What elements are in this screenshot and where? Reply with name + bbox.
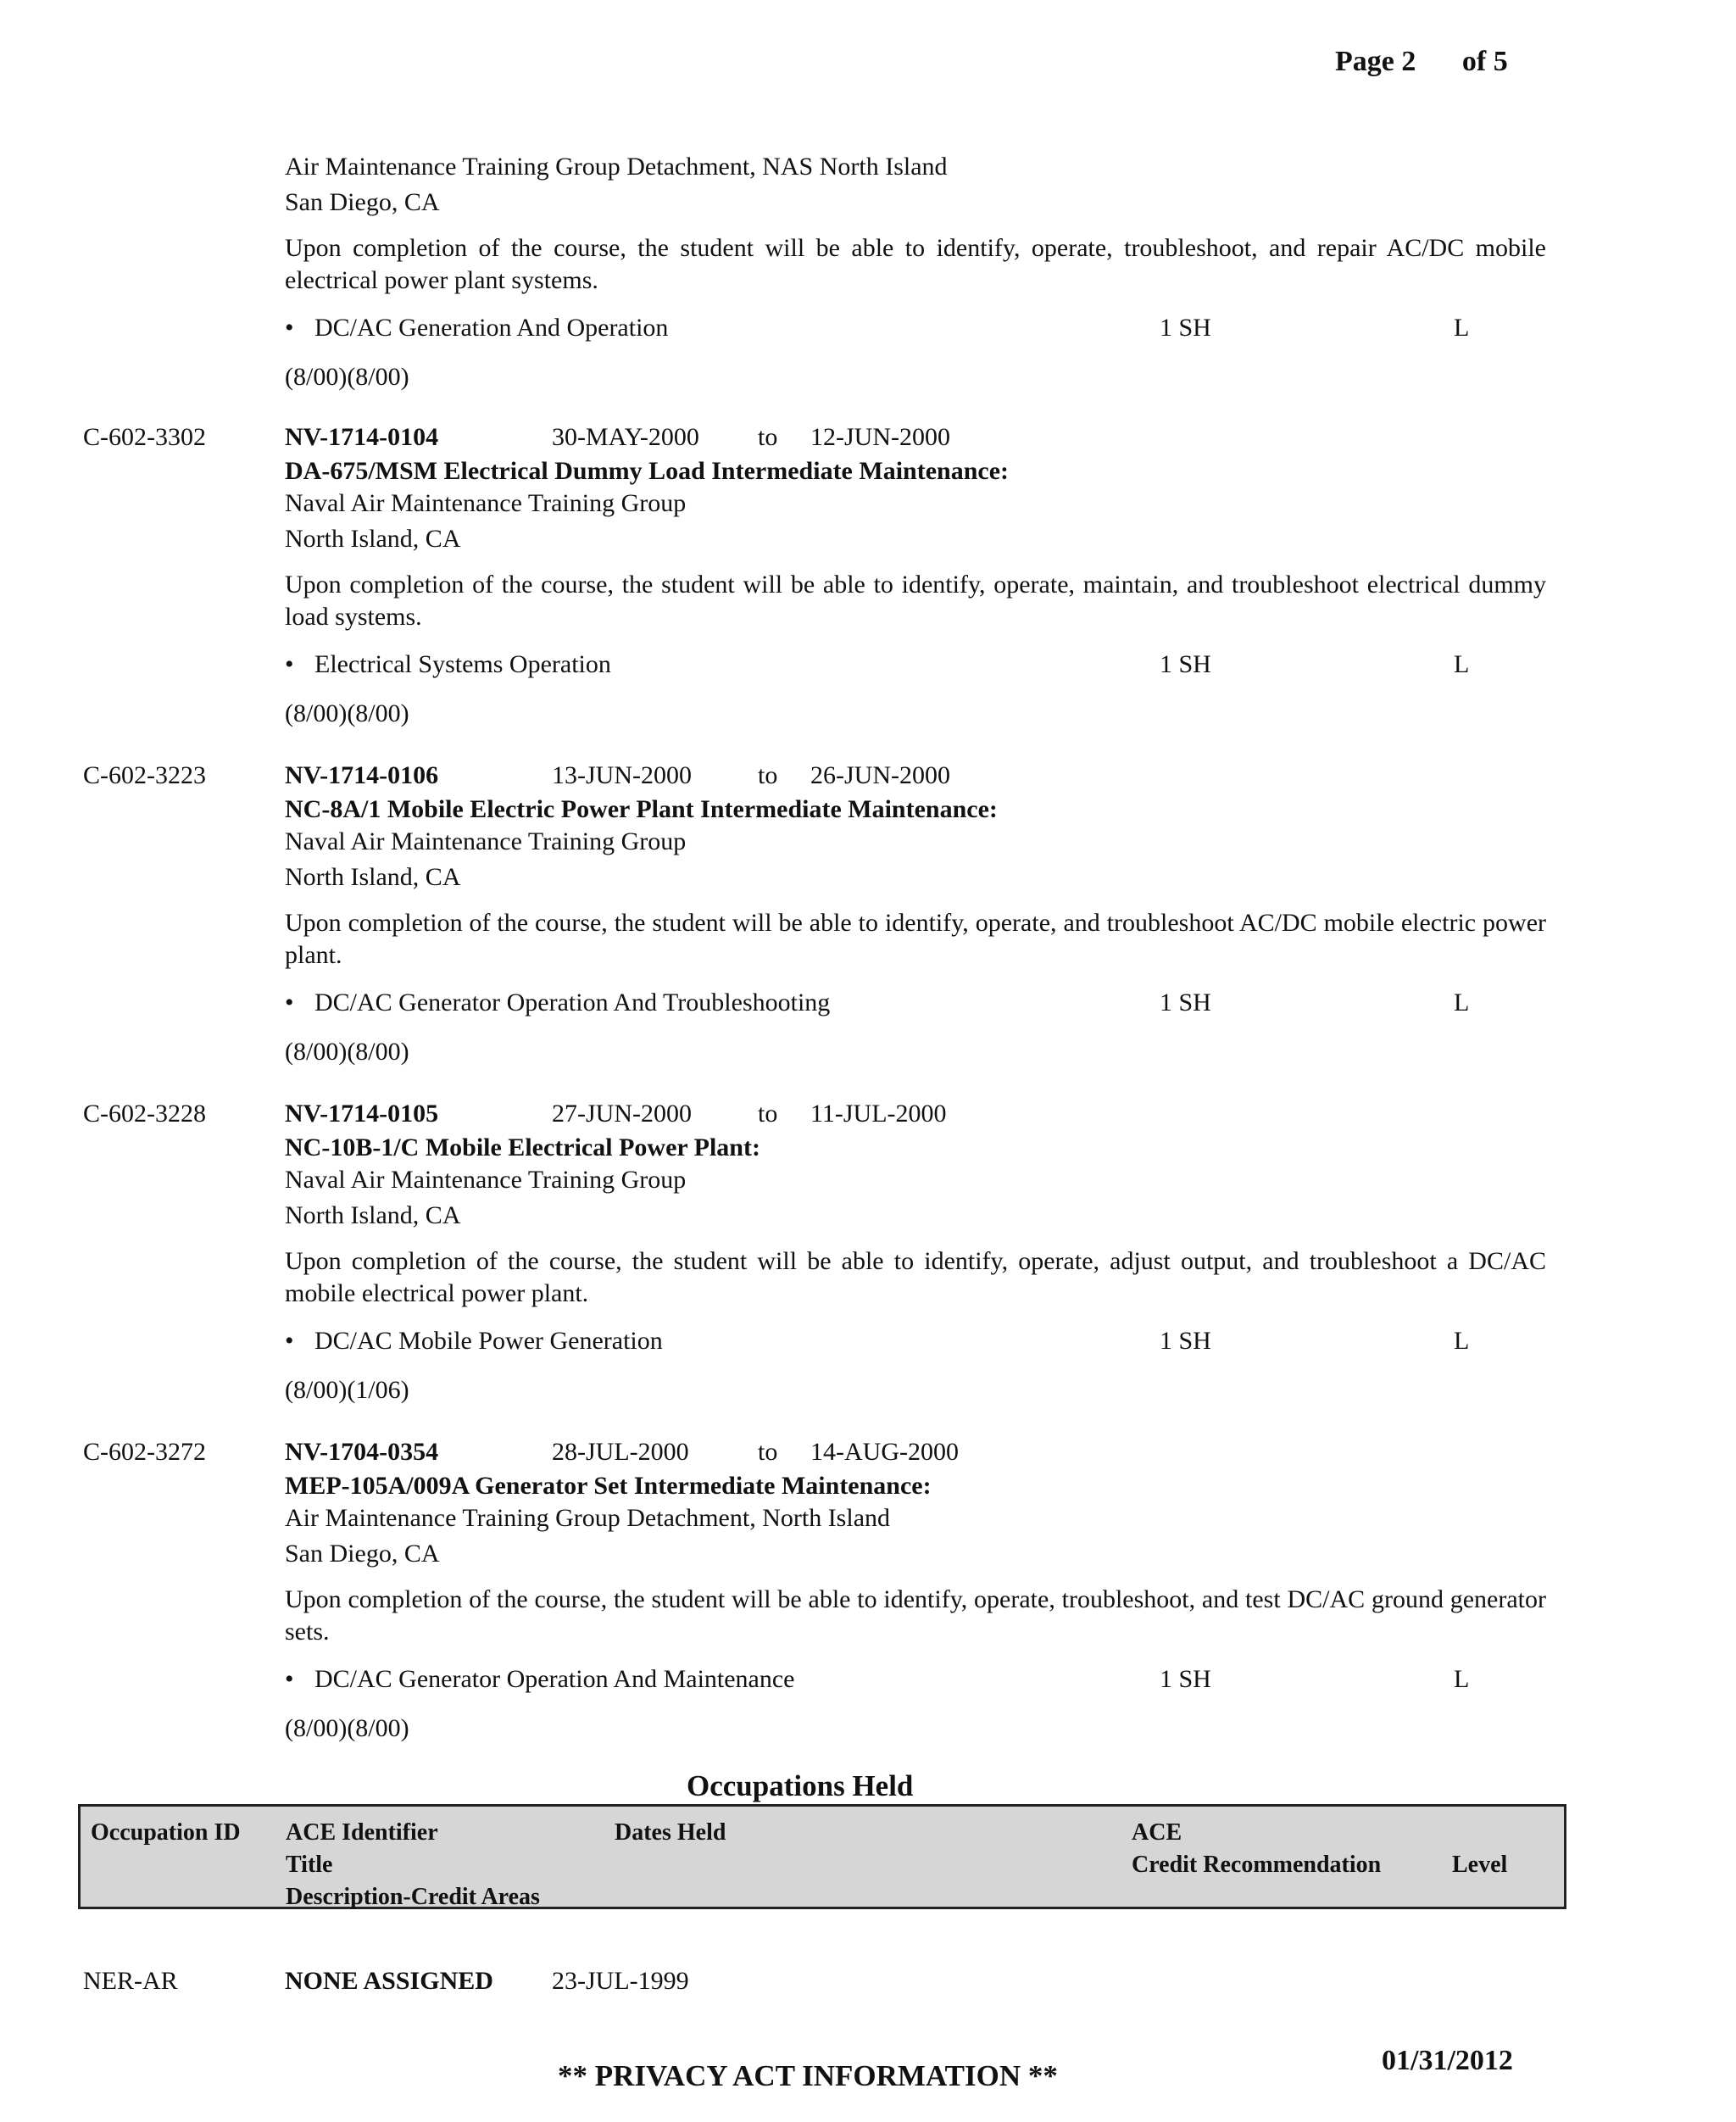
credit-area-row: [285, 312, 1546, 346]
col-ace: ACE: [1132, 1819, 1182, 1846]
course-location: San Diego, CA: [285, 188, 440, 216]
course-body: [285, 151, 1546, 393]
date-to: to: [758, 1438, 778, 1466]
credit-area: DC/AC Generator Operation And Troubleshooting: [314, 989, 831, 1016]
col-occupation-id: Occupation ID: [91, 1819, 241, 1846]
end-date: 12-JUN-2000: [810, 423, 950, 451]
col-dates-held: Dates Held: [615, 1819, 726, 1846]
col-credit-recommendation: Credit Recommendation: [1132, 1852, 1382, 1878]
ace-identifier: NV-1714-0104: [285, 423, 439, 451]
course-location: North Island, CA: [285, 863, 461, 891]
course-body: [285, 421, 1546, 730]
course-description: Upon completion of the course, the student will be able to identify, operate, maintain, and troubleshoot electrical dummy load systems.: [285, 571, 1546, 631]
course-org: Naval Air Maintenance Training Group: [285, 489, 687, 517]
start-date: 27-JUN-2000: [552, 1100, 692, 1128]
course-header-row: [285, 1098, 1546, 1132]
review-dates: (8/00)(8/00): [285, 699, 409, 727]
credit-area-row: [285, 1325, 1546, 1359]
credit-hours: 1 SH: [1160, 1665, 1211, 1693]
credit-hours: 1 SH: [1160, 314, 1211, 342]
col-ace-identifier: ACE Identifier: [286, 1819, 438, 1846]
start-date: 30-MAY-2000: [552, 423, 699, 451]
credit-hours: 1 SH: [1160, 650, 1211, 678]
credit-area: DC/AC Generation And Operation: [314, 314, 669, 342]
col-title: Title: [286, 1852, 333, 1878]
course-location: North Island, CA: [285, 1201, 461, 1229]
review-dates: (8/00)(8/00): [285, 1038, 409, 1066]
credit-hours: 1 SH: [1160, 1327, 1211, 1355]
bullet-icon: •: [285, 650, 294, 678]
end-date: 26-JUN-2000: [810, 761, 950, 789]
start-date: 13-JUN-2000: [552, 761, 692, 789]
course-header-row: [285, 421, 1546, 455]
credit-area-row: [285, 1663, 1546, 1697]
course-header-row: [285, 760, 1546, 794]
course-org: Naval Air Maintenance Training Group: [285, 1166, 687, 1194]
course-id: C-602-3272: [83, 1438, 206, 1466]
course-location: North Island, CA: [285, 525, 461, 553]
credit-area: DC/AC Generator Operation And Maintenance: [314, 1665, 795, 1693]
course-header-row: [285, 1436, 1546, 1470]
privacy-notice: ** PRIVACY ACT INFORMATION **: [558, 2059, 1058, 2092]
credit-hours: 1 SH: [1160, 989, 1211, 1016]
course-org: Air Maintenance Training Group Detachment, NAS North Island: [285, 153, 948, 181]
page-current: 2: [1401, 46, 1416, 77]
end-date: 14-AUG-2000: [810, 1438, 959, 1466]
ace-identifier: NV-1714-0106: [285, 761, 439, 789]
course-org: Naval Air Maintenance Training Group: [285, 827, 687, 855]
occupation-dates-held: 23-JUL-1999: [552, 1967, 689, 1995]
credit-level: L: [1454, 989, 1470, 1016]
occupation-ace-identifier: NONE ASSIGNED: [285, 1967, 493, 1995]
credit-area-row: [285, 987, 1546, 1021]
page-number: [1335, 46, 1508, 78]
credit-area: DC/AC Mobile Power Generation: [314, 1327, 663, 1355]
start-date: 28-JUL-2000: [552, 1438, 689, 1466]
col-description: Description-Credit Areas: [286, 1884, 540, 1910]
course-id: C-602-3223: [83, 761, 206, 789]
bullet-icon: •: [285, 1327, 294, 1355]
end-date: 11-JUL-2000: [810, 1100, 947, 1128]
course-title: NC-10B-1/C Mobile Electrical Power Plant:: [285, 1133, 760, 1161]
bullet-icon: •: [285, 1665, 294, 1693]
course-title: MEP-105A/009A Generator Set Intermediate Maintenance:: [285, 1472, 932, 1500]
course-body: [285, 1098, 1546, 1406]
course-id: C-602-3302: [83, 423, 206, 451]
ace-identifier: NV-1714-0105: [285, 1100, 439, 1128]
credit-level: L: [1454, 1327, 1470, 1355]
course-description: Upon completion of the course, the student will be able to identify, operate, and troubleshoot AC/DC mobile electric power plant.: [285, 909, 1546, 969]
course-title: DA-675/MSM Electrical Dummy Load Intermediate Maintenance:: [285, 457, 1010, 485]
course-org: Air Maintenance Training Group Detachment, North Island: [285, 1504, 891, 1532]
bullet-icon: •: [285, 314, 294, 342]
course-location: San Diego, CA: [285, 1540, 440, 1568]
date-to: to: [758, 761, 778, 789]
course-body: [285, 1436, 1546, 1745]
review-dates: (8/00)(1/06): [285, 1376, 409, 1404]
col-level: Level: [1452, 1852, 1508, 1878]
credit-area-row: [285, 649, 1546, 682]
page-of-label: of: [1461, 46, 1487, 77]
footer-date: 01/31/2012: [1382, 2045, 1513, 2076]
credit-level: L: [1454, 1665, 1470, 1693]
course-body: [285, 760, 1546, 1068]
review-dates: (8/00)(8/00): [285, 1714, 409, 1742]
page-total: 5: [1493, 46, 1508, 77]
occupation-id: NER-AR: [83, 1967, 178, 1995]
course-id: C-602-3228: [83, 1100, 206, 1128]
credit-level: L: [1454, 314, 1470, 342]
ace-identifier: NV-1704-0354: [285, 1438, 439, 1466]
credit-level: L: [1454, 650, 1470, 678]
course-description: Upon completion of the course, the student will be able to identify, operate, troubleshoot, and test DC/AC ground generator sets.: [285, 1585, 1546, 1646]
course-title: NC-8A/1 Mobile Electric Power Plant Intermediate Maintenance:: [285, 795, 998, 823]
occupations-table-header: [78, 1804, 1566, 1909]
review-dates: (8/00)(8/00): [285, 363, 409, 391]
date-to: to: [758, 1100, 778, 1128]
occupations-heading: Occupations Held: [687, 1769, 914, 1802]
course-description: Upon completion of the course, the student will be able to identify, operate, troubleshoot, and repair AC/DC mobile electrical power plant systems.: [285, 234, 1546, 294]
course-description: Upon completion of the course, the student will be able to identify, operate, adjust output, and troubleshoot a DC/AC mobile electrical power plant.: [285, 1247, 1546, 1307]
bullet-icon: •: [285, 989, 294, 1016]
page-label: Page: [1335, 46, 1394, 77]
credit-area: Electrical Systems Operation: [314, 650, 611, 678]
date-to: to: [758, 423, 778, 451]
